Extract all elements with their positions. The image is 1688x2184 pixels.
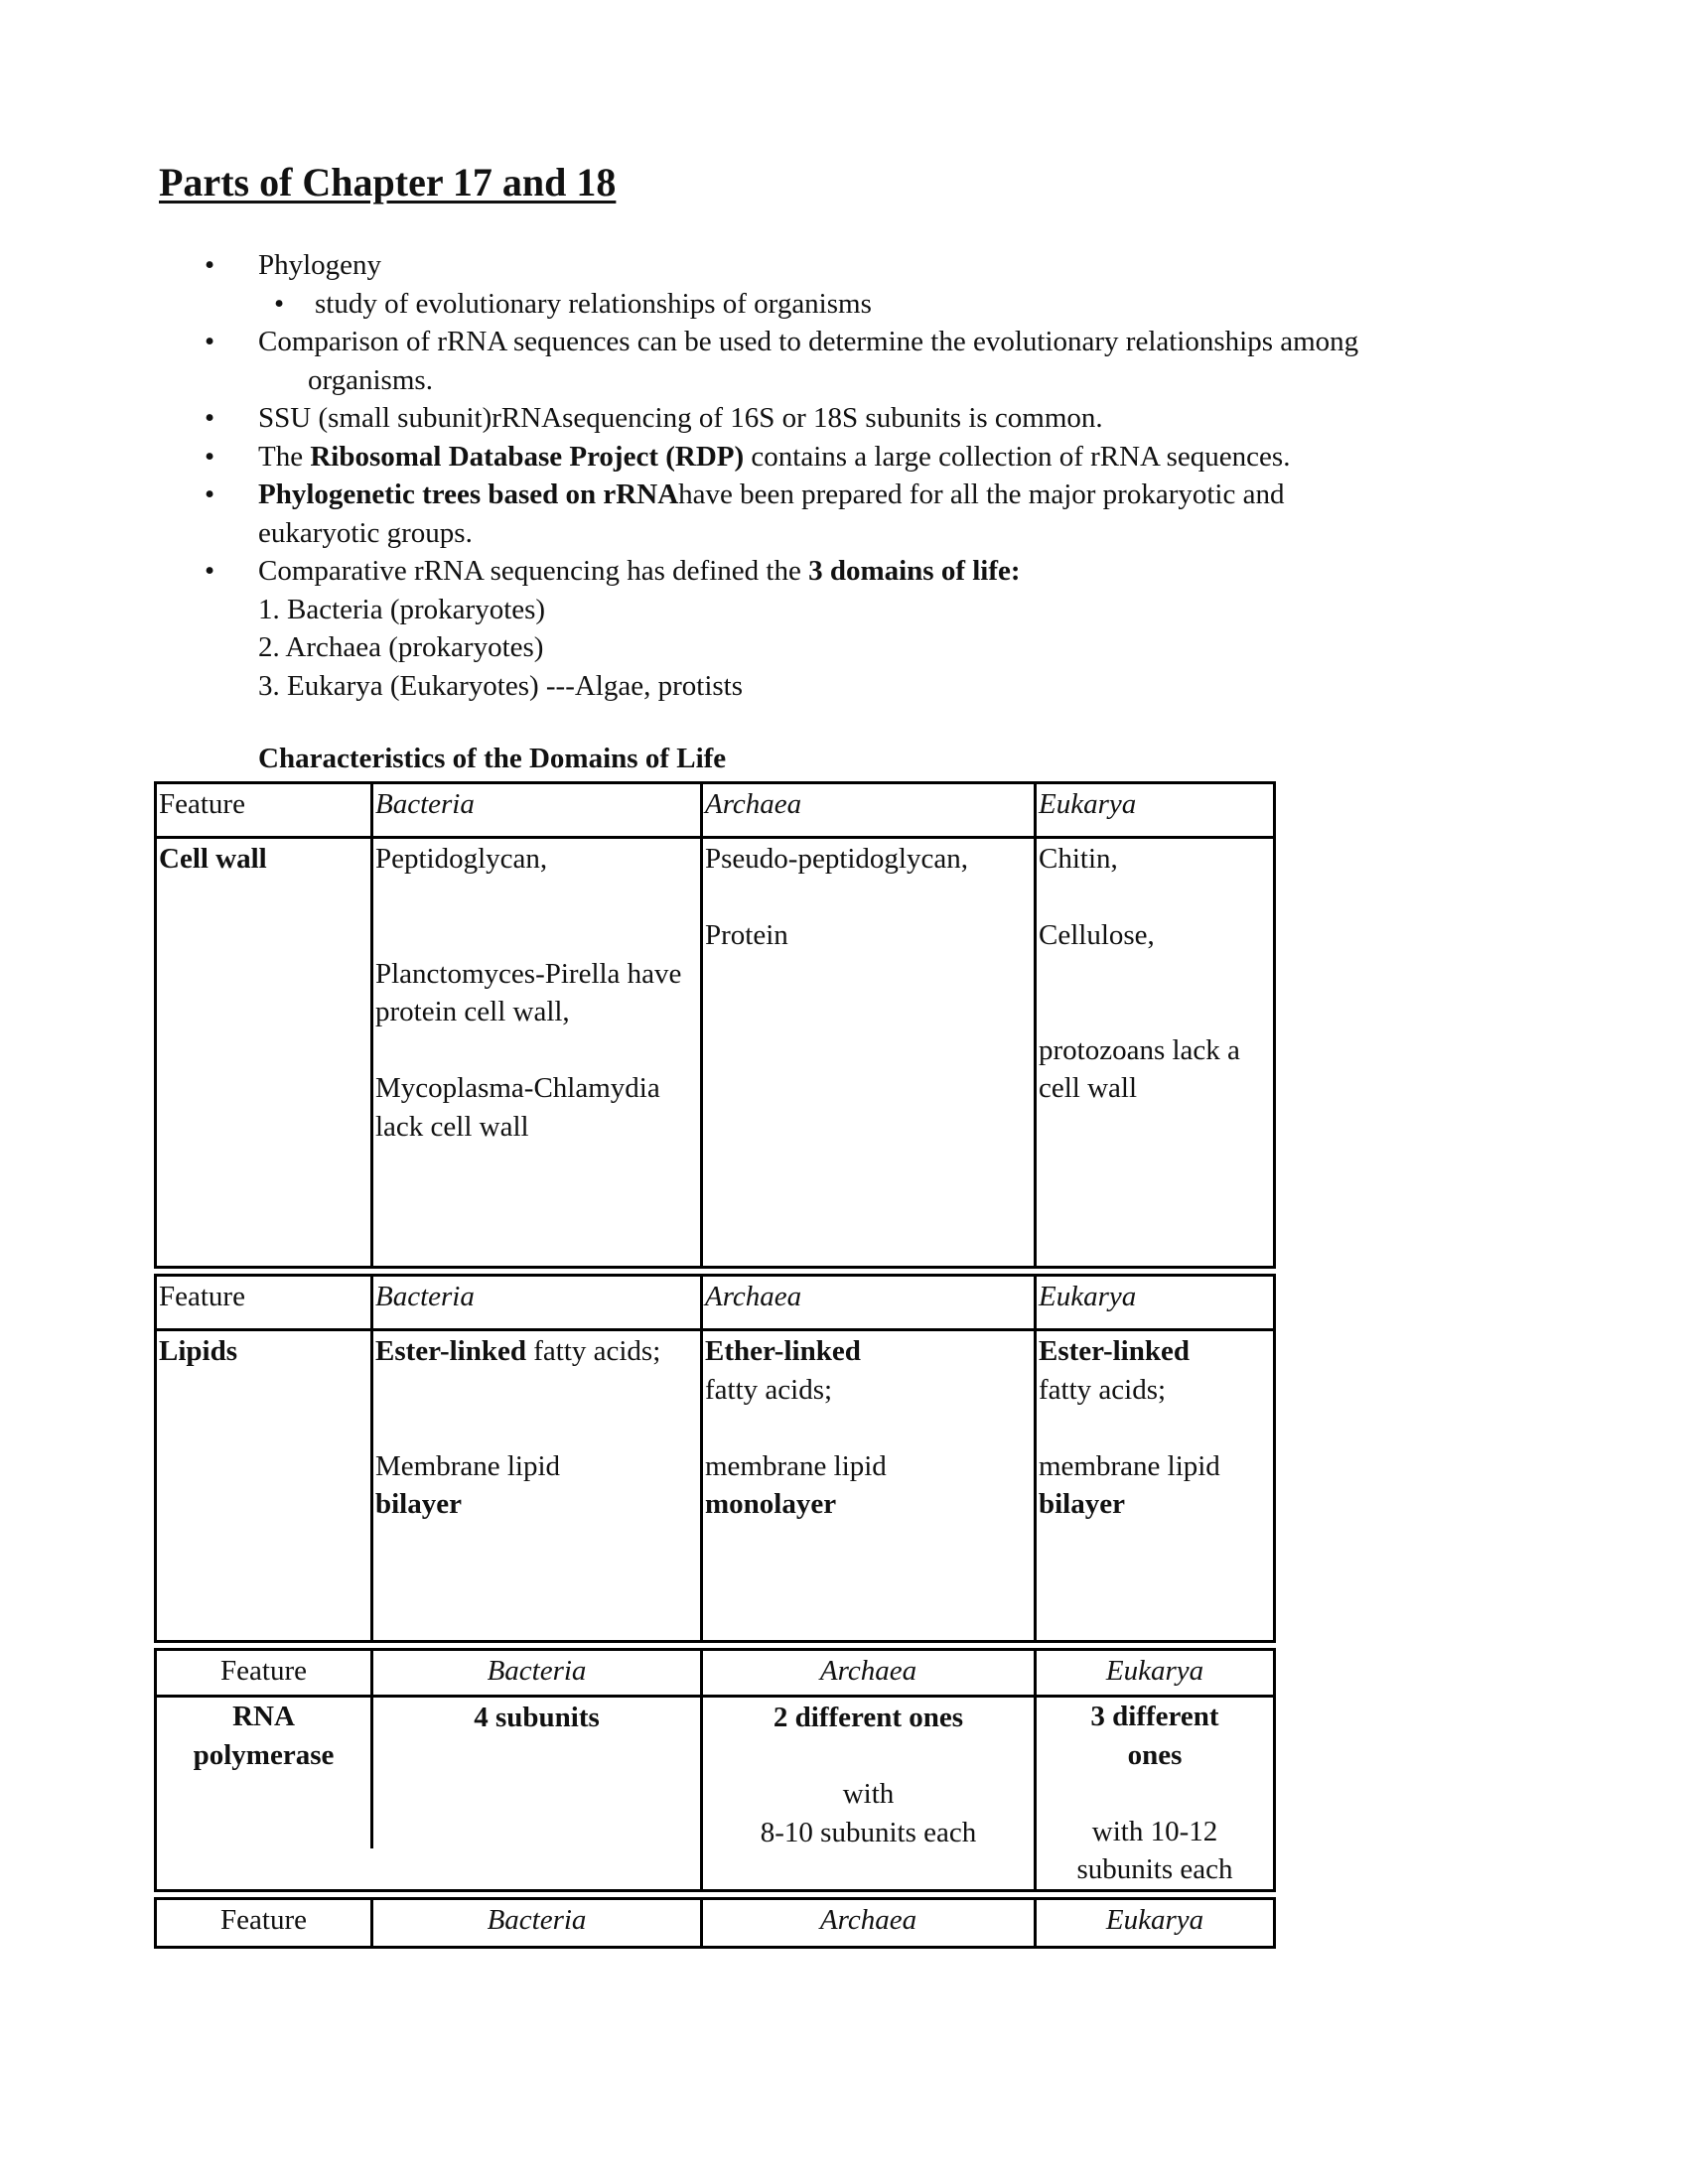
bullet-text: Phylogeny	[258, 249, 382, 281]
cell-bold-text: 2 different ones	[773, 1702, 964, 1733]
header-feature: Feature	[157, 1277, 373, 1331]
header-eukarya: Eukarya	[1037, 784, 1273, 839]
cell-text: membrane lipid	[705, 1449, 887, 1482]
bullet-text: SSU (small subunit)rRNAsequencing of 16S or 18S subunits is common.	[258, 402, 1103, 434]
header-bacteria: Bacteria	[373, 1900, 703, 1946]
header-bacteria: Bacteria	[373, 1277, 703, 1331]
domain-item: 2. Archaea (prokaryotes)	[258, 631, 544, 663]
bullet-bold-text: Ribosomal Database Project (RDP)	[310, 440, 745, 473]
cell-text: Pseudo-peptidoglycan,	[705, 843, 968, 875]
bullet-text: have been prepared for all the major prokaryotic and	[678, 478, 1285, 510]
cell-bold-text: bilayer	[1039, 1488, 1125, 1520]
row-label: Lipids	[159, 1335, 237, 1367]
bullet-marker: •	[205, 326, 215, 357]
cell-bold-text: Ester-linked	[1039, 1335, 1190, 1367]
cell-text: membrane lipid	[1039, 1449, 1220, 1482]
cell-text: Peptidoglycan,	[375, 843, 548, 875]
bullet-bold-text: Phylogenetic trees based on rRNA	[258, 478, 679, 510]
cell-bold-text: monolayer	[705, 1488, 837, 1520]
header-archaea: Archaea	[703, 1651, 1037, 1698]
rna-polymerase-archaea	[703, 1698, 1037, 1889]
cell-wall-eukarya	[1037, 839, 1273, 1266]
bullet-item	[159, 246, 1549, 285]
header-archaea: Archaea	[703, 1277, 1037, 1331]
bullet-marker: •	[205, 402, 215, 434]
cell-text: fatty acids;	[1039, 1373, 1167, 1406]
header-feature: Feature	[157, 1651, 373, 1698]
cell-text: with	[842, 1778, 895, 1810]
cell-wall-archaea	[703, 839, 1037, 1266]
header-archaea: Archaea	[703, 1900, 1037, 1946]
bullet-text: study of evolutionary relationships of organisms	[315, 287, 872, 320]
bullet-marker: •	[274, 287, 285, 320]
lipids-bacteria	[373, 1331, 703, 1640]
cell-text: Protein	[705, 919, 788, 951]
header-archaea: Archaea	[703, 784, 1037, 839]
cell-text: Mycoplasma-Chlamydia lack cell wall	[375, 1072, 660, 1143]
bullet-item	[159, 552, 1549, 591]
header-bacteria: Bacteria	[373, 784, 703, 839]
cell-wall-bacteria	[373, 839, 703, 1266]
bullet-text: The	[258, 440, 311, 473]
rna-polymerase-bacteria	[373, 1698, 703, 1889]
header-eukarya: Eukarya	[1105, 1903, 1204, 1936]
bullet-bold-text: 3 domains of life:	[808, 555, 1021, 587]
cell-text: Chitin,	[1039, 843, 1118, 875]
cell-text: Planctomyces-Pirella have protein cell wall,	[375, 957, 682, 1027]
header-eukarya: Eukarya	[1037, 1277, 1273, 1331]
cell-text: fatty acids;	[705, 1373, 833, 1406]
domain-item: 3. Eukarya (Eukaryotes) ---Algae, protists	[258, 669, 744, 702]
bullet-marker: •	[205, 440, 215, 473]
bullet-marker: •	[205, 478, 215, 510]
bullet-continuation: organisms.	[308, 363, 433, 396]
cell-text: Cellulose,	[1039, 919, 1155, 951]
domains-table	[154, 781, 1276, 1949]
domain-item: 1. Bacteria (prokaryotes)	[258, 593, 546, 625]
bullet-marker: •	[205, 555, 215, 587]
row-label-rna-polymerase	[157, 1698, 373, 1848]
bullet-item	[159, 438, 1549, 477]
cell-text: protozoans lack a cell wall	[1039, 1033, 1240, 1104]
row-label: Cell wall	[159, 843, 267, 875]
cell-bold-text: bilayer	[375, 1488, 462, 1520]
lipids-eukarya	[1037, 1331, 1273, 1640]
bullet-text: Comparative rRNA sequencing has defined the	[258, 555, 809, 587]
cell-text: with 10-12 subunits each	[1076, 1815, 1233, 1885]
bullet-item	[159, 323, 1549, 361]
header-bacteria: Bacteria	[373, 1651, 703, 1698]
rna-polymerase-eukarya	[1037, 1698, 1273, 1889]
bullet-item	[159, 399, 1549, 438]
table-group-rna-polymerase	[154, 1648, 1276, 1892]
cell-bold-text: Ester-linked	[375, 1335, 526, 1367]
row-label-lipids	[157, 1331, 373, 1640]
lipids-archaea	[703, 1331, 1037, 1640]
table-group-empty	[154, 1897, 1276, 1949]
cell-bold-text: Ether-linked	[705, 1335, 861, 1367]
header-feature: Feature	[157, 1900, 373, 1946]
header-eukarya: Eukarya	[1037, 1651, 1273, 1698]
page-title: Parts of Chapter 17 and 18	[159, 160, 617, 205]
bullet-text: Comparison of rRNA sequences can be used to determine the evolutionary relationships among	[258, 326, 1359, 357]
bullet-marker: •	[205, 249, 215, 281]
table-group-lipids	[154, 1274, 1276, 1643]
cell-text: 8-10 subunits each	[760, 1816, 977, 1848]
header-feature: Feature	[157, 784, 373, 839]
bullet-text: contains a large collection of rRNA sequences.	[744, 440, 1291, 473]
bullet-list	[159, 246, 1549, 705]
row-label-cell-wall	[157, 839, 373, 1266]
cell-bold-text: 4 subunits	[474, 1702, 600, 1733]
table-group-cell-wall	[154, 781, 1276, 1269]
sub-bullet-item	[159, 285, 1549, 324]
bullet-text: eukaryotic groups.	[258, 516, 473, 549]
cell-bold-text: 3 different ones	[1090, 1701, 1219, 1771]
cell-text: Membrane lipid	[375, 1449, 561, 1482]
row-label: RNA polymerase	[193, 1701, 335, 1771]
table-caption: Characteristics of the Domains of Life	[258, 743, 727, 774]
bullet-item	[159, 476, 1549, 552]
cell-text: fatty acids;	[525, 1335, 661, 1367]
